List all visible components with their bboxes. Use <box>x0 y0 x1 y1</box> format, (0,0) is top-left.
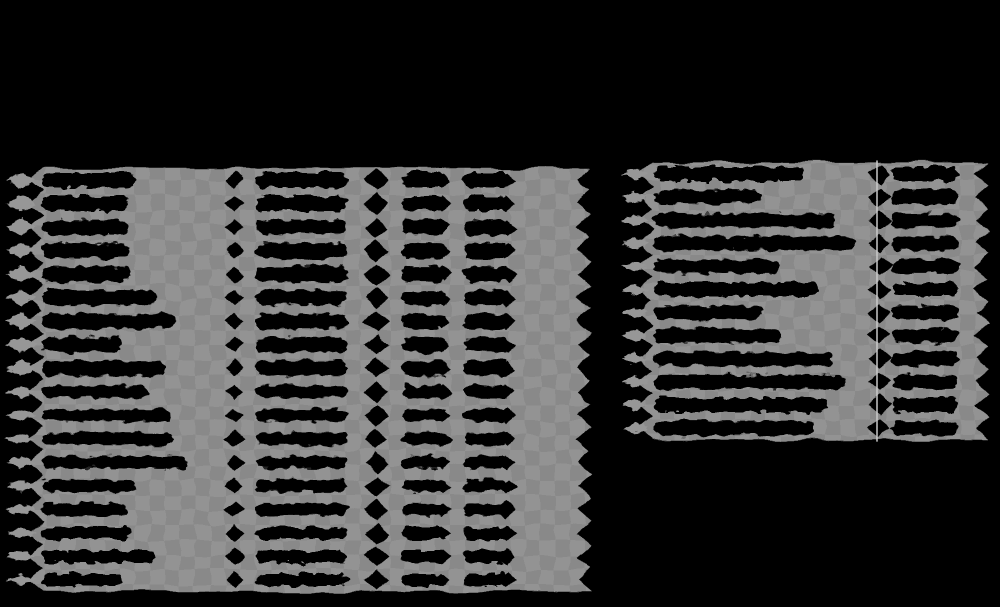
redacted-text-blob <box>256 267 347 282</box>
redacted-text-blob <box>256 196 347 211</box>
redacted-column-band-column-5 <box>502 168 591 592</box>
redacted-text-blob <box>42 480 135 492</box>
redacted-text-blob <box>464 290 508 305</box>
redacted-text-blob <box>256 551 347 563</box>
redacted-text-blob <box>256 220 347 235</box>
redacted-text-blob <box>654 167 803 181</box>
redacted-text-blob <box>402 243 446 258</box>
redacted-text-blob <box>892 213 958 227</box>
redacted-text-blob <box>256 243 347 258</box>
redacted-text-blob <box>892 375 958 389</box>
redacted-text-blob <box>464 220 508 235</box>
redacted-text-blob <box>256 409 347 421</box>
redacted-text-blob <box>42 267 131 282</box>
redacted-text-blob <box>464 433 508 445</box>
redacted-text-blob <box>42 527 131 539</box>
redacted-text-blob <box>42 196 128 211</box>
redacted-text-blob <box>42 433 172 445</box>
redacted-text-blob <box>42 551 155 563</box>
redacted-text-blob <box>256 337 347 352</box>
redacted-text-blob <box>402 220 446 235</box>
redacted-text-blob <box>402 409 446 421</box>
redacted-text-blob <box>654 398 828 412</box>
redacted-text-blob <box>42 337 122 352</box>
redacted-text-blob <box>464 337 508 352</box>
redacted-text-blob <box>892 352 958 366</box>
redacted-text-blob <box>42 409 170 421</box>
redacted-text-blob <box>402 480 446 492</box>
redacted-text-blob <box>402 290 446 305</box>
redacted-text-blob <box>402 527 446 539</box>
redacted-text-blob <box>892 306 958 320</box>
redacted-text-blob <box>654 352 833 366</box>
redacted-text-blob <box>464 503 508 515</box>
redacted-text-blob <box>464 480 508 492</box>
redacted-text-blob <box>464 456 508 468</box>
redacted-text-blob <box>42 503 128 515</box>
redacted-text-blob <box>464 267 508 282</box>
redacted-text-blob <box>892 190 958 204</box>
redacted-text-blob <box>464 551 508 563</box>
redacted-text-blob <box>892 236 958 250</box>
redacted-text-blob <box>256 480 347 492</box>
table-row[interactable] <box>622 375 958 389</box>
redacted-text-blob <box>256 386 347 398</box>
right-list-panel <box>622 160 989 441</box>
redacted-text-blob <box>892 329 958 343</box>
redacted-text-blob <box>256 290 347 305</box>
redacted-text-blob <box>402 337 446 352</box>
redacted-text-blob <box>654 283 818 297</box>
redacted-text-blob <box>256 173 347 188</box>
redacted-text-blob <box>256 456 347 468</box>
redacted-text-blob <box>256 314 347 329</box>
redacted-text-blob <box>654 375 845 389</box>
redacted-text-blob <box>402 361 446 376</box>
redacted-text-blob <box>464 361 508 376</box>
redacted-text-blob <box>256 574 347 586</box>
redacted-text-blob <box>42 173 135 188</box>
redacted-text-blob <box>42 456 188 468</box>
redacted-text-blob <box>256 527 347 539</box>
redacted-text-blob <box>42 386 147 398</box>
redacted-text-blob <box>402 551 446 563</box>
redacted-text-blob <box>402 456 446 468</box>
redacted-text-blob <box>654 329 782 343</box>
redacted-text-blob <box>42 220 130 235</box>
column-divider-line <box>876 160 878 441</box>
redacted-text-blob <box>402 314 446 329</box>
table-row[interactable] <box>622 283 958 297</box>
redacted-text-blob <box>464 243 508 258</box>
redacted-text-blob <box>892 259 958 273</box>
redacted-text-blob <box>42 290 157 305</box>
redacted-text-blob <box>402 196 446 211</box>
redacted-text-blob <box>892 283 958 297</box>
redacted-text-blob <box>256 433 347 445</box>
redacted-text-blob <box>464 314 508 329</box>
redacted-text-blob <box>402 503 446 515</box>
redacted-text-blob <box>464 574 508 586</box>
redacted-text-blob <box>892 167 958 181</box>
redacted-text-blob <box>402 386 446 398</box>
redacted-text-blob <box>654 213 835 227</box>
redacted-text-blob <box>42 314 175 329</box>
redacted-text-blob <box>402 574 446 586</box>
redacted-text-blob <box>42 361 165 376</box>
redacted-text-blob <box>402 173 446 188</box>
redacted-text-blob <box>256 361 347 376</box>
redacted-text-blob <box>402 267 446 282</box>
left-list-panel <box>6 168 591 592</box>
table-row[interactable] <box>622 167 958 181</box>
table-row[interactable] <box>622 421 958 435</box>
table-row[interactable] <box>622 352 958 366</box>
redacted-text-blob <box>892 421 958 435</box>
redacted-text-blob <box>42 243 128 258</box>
redacted-text-blob <box>654 236 855 250</box>
table-row[interactable] <box>622 398 958 412</box>
redacted-text-blob <box>654 421 815 435</box>
table-row[interactable] <box>622 213 958 227</box>
redacted-text-blob <box>892 398 958 412</box>
redacted-text-blob <box>654 190 760 204</box>
redacted-text-blob <box>256 503 347 515</box>
redacted-text-blob <box>464 409 508 421</box>
redacted-text-blob <box>464 196 508 211</box>
redacted-text-blob <box>464 386 508 398</box>
redacted-text-blob <box>654 259 780 273</box>
redacted-text-blob <box>464 527 508 539</box>
redacted-text-blob <box>402 433 446 445</box>
redacted-text-blob <box>42 574 122 586</box>
redacted-text-blob <box>464 173 508 188</box>
table-row[interactable] <box>622 236 958 250</box>
redacted-text-blob <box>654 306 763 320</box>
